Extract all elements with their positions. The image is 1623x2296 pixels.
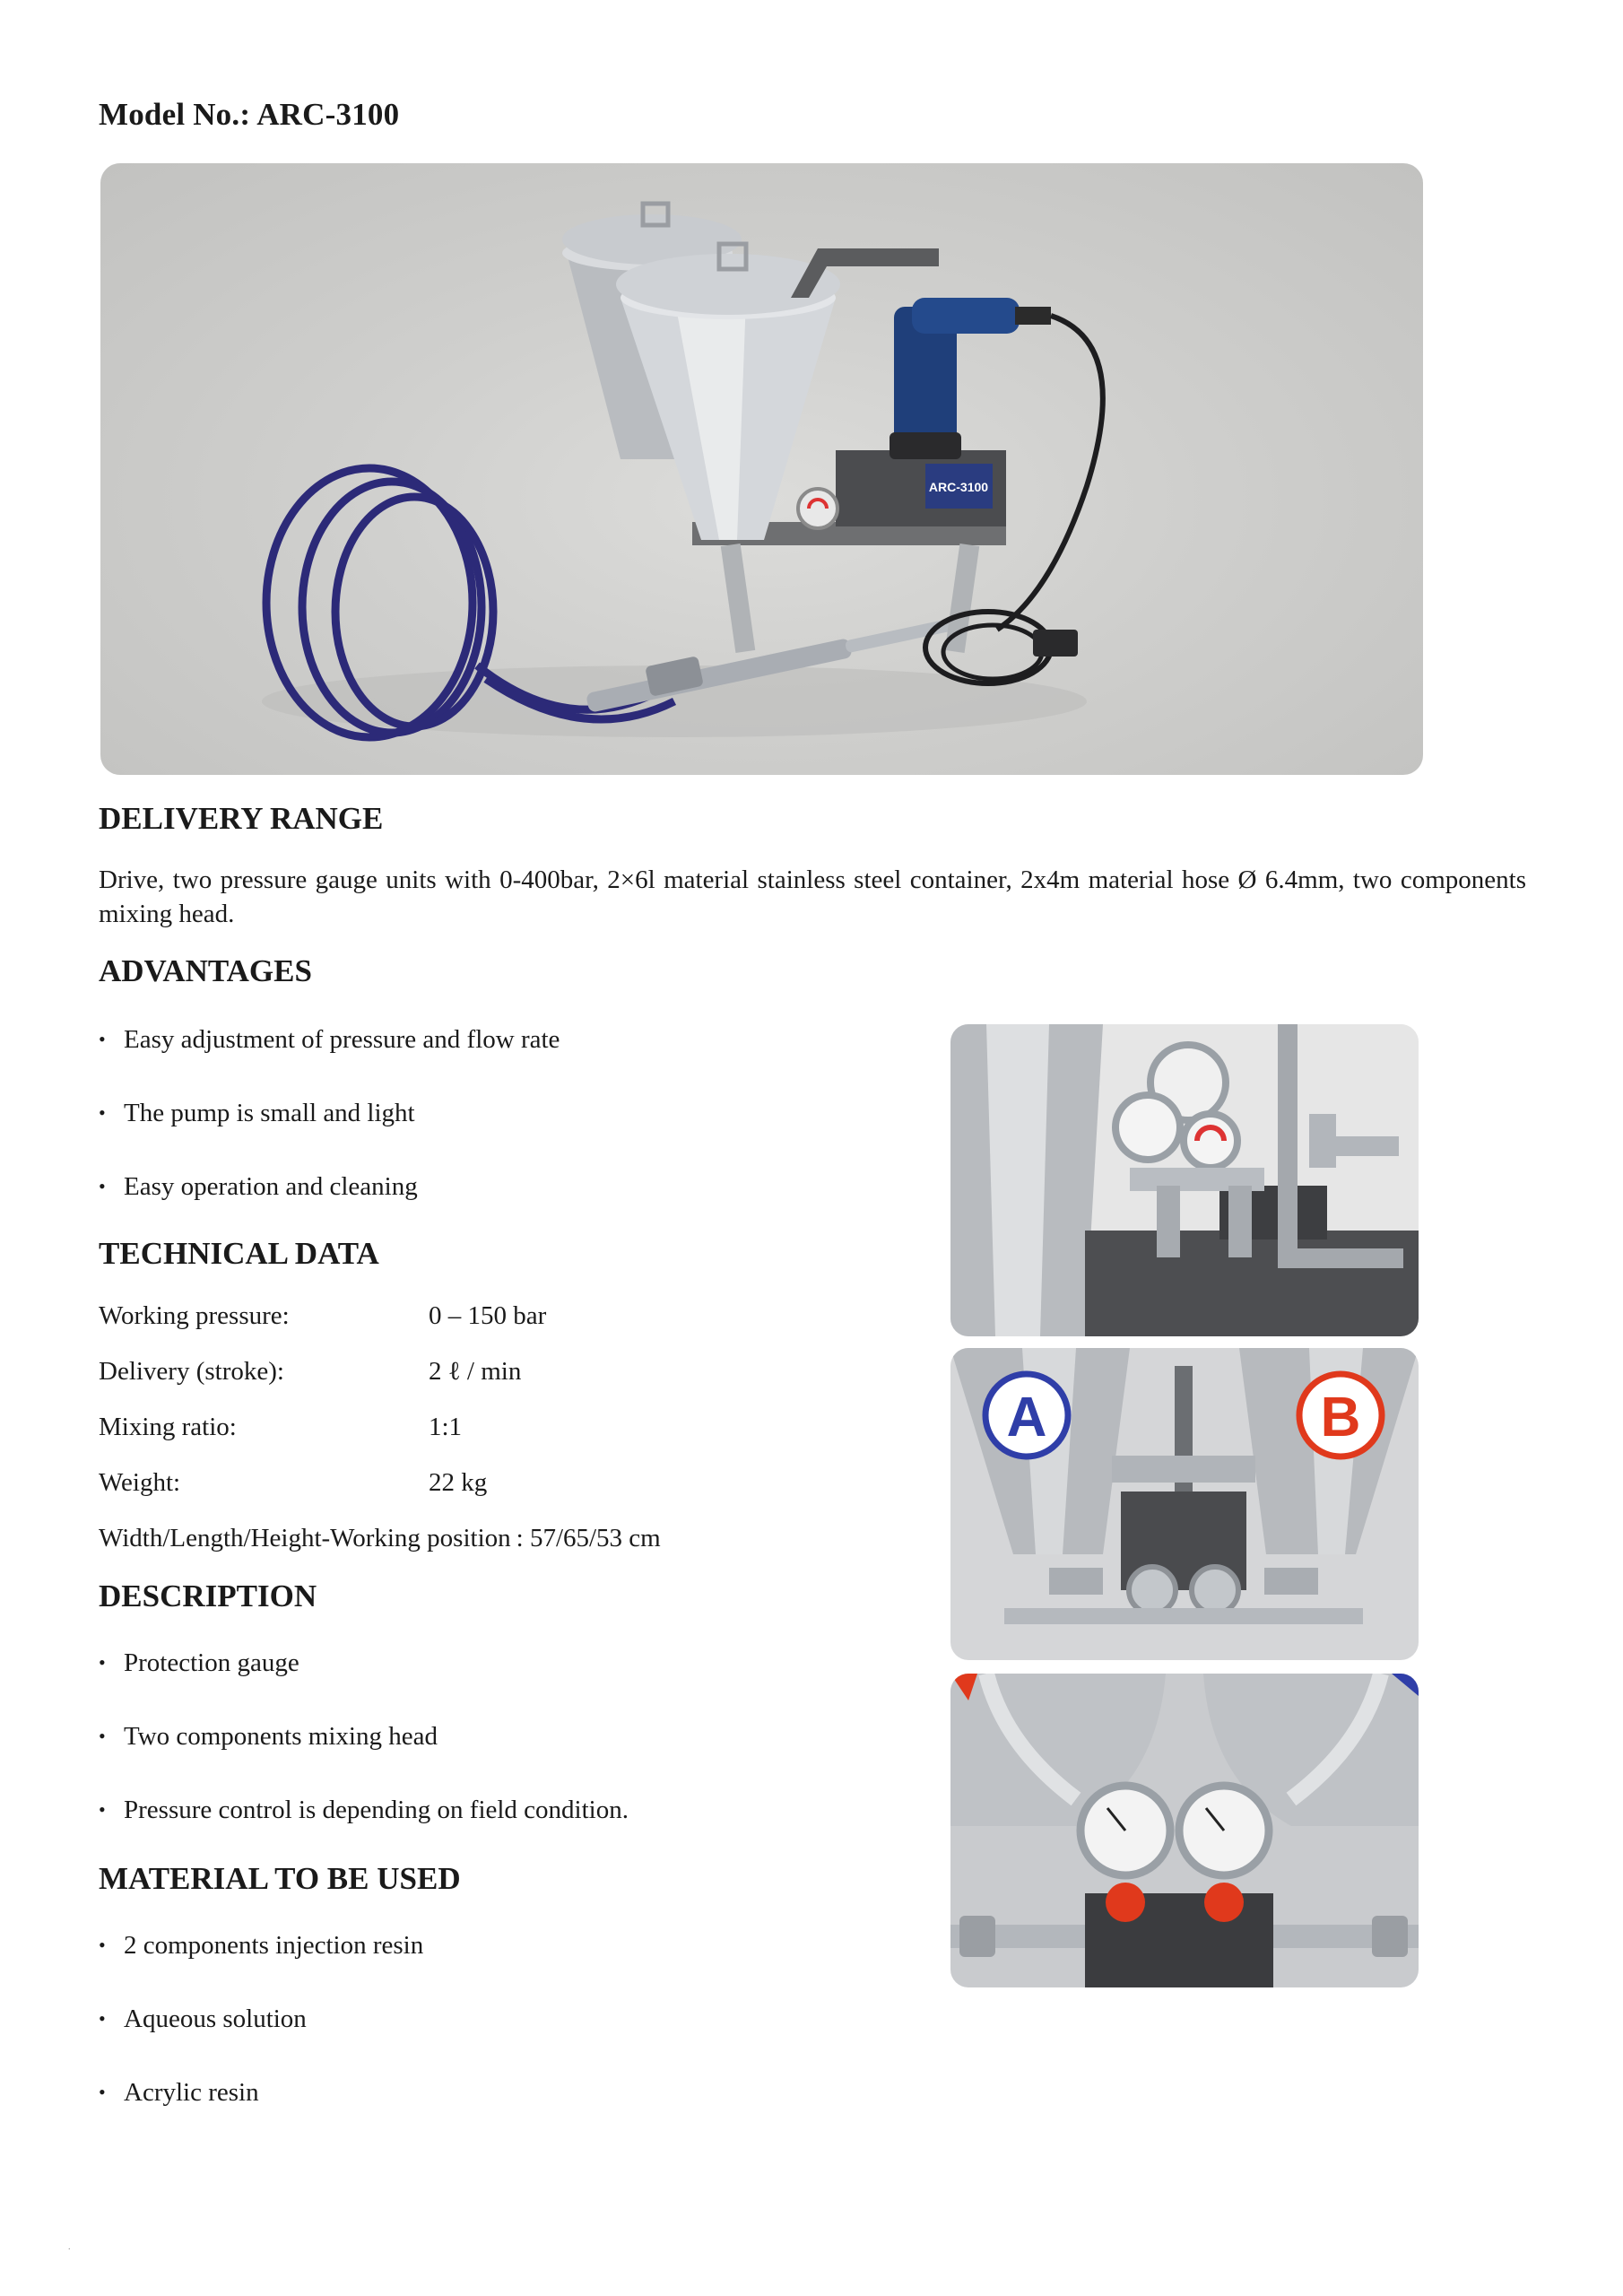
list-item: • Two components mixing head <box>99 1719 438 1753</box>
bullet-icon: • <box>99 2081 106 2103</box>
bullet-icon: • <box>99 1175 106 1197</box>
product-hero-image <box>100 163 1423 775</box>
delivery-range-heading: DELIVERY RANGE <box>99 801 384 836</box>
detail-photo-gauges <box>950 1024 1419 1336</box>
tank-a-letter: A <box>1006 1387 1047 1448</box>
bullet-icon: • <box>99 1725 106 1747</box>
machine-label: ARC-3100 <box>928 480 989 494</box>
list-item: • Easy adjustment of pressure and flow rate <box>99 1022 560 1057</box>
page-marker: . <box>68 2242 71 2252</box>
list-item: • Protection gauge <box>99 1646 299 1680</box>
model-title: Model No.: ARC-3100 <box>99 97 400 132</box>
list-item: • 2 components injection resin <box>99 1928 423 1962</box>
tank-b-letter: B <box>1320 1387 1361 1448</box>
bullet-icon: • <box>99 2007 106 2030</box>
list-item: • Easy operation and cleaning <box>99 1170 418 1204</box>
material-heading: MATERIAL TO BE USED <box>99 1861 461 1896</box>
list-item: • The pump is small and light <box>99 1096 415 1130</box>
bullet-icon: • <box>99 1651 106 1674</box>
bullet-icon: • <box>99 1101 106 1124</box>
list-item: • Acrylic resin <box>99 2075 259 2109</box>
bullet-icon: • <box>99 1798 106 1821</box>
list-item: • Pressure control is depending on field condition. <box>99 1793 629 1827</box>
bullet-icon: • <box>99 1028 106 1050</box>
advantages-heading: ADVANTAGES <box>99 953 312 988</box>
detail-photo-pressure-gauges <box>950 1674 1419 1987</box>
tech-row-dimensions: Width/Length/Height-Working position : 57/65/53 cm <box>99 1524 661 1552</box>
detail-photo-tanks-ab <box>950 1348 1419 1660</box>
delivery-range-text: Drive, two pressure gauge units with 0-400bar, 2×6l material stainless steel container, 2x4m material hose Ø 6.4mm, two components mixing head. <box>99 865 1526 928</box>
technical-data-heading: TECHNICAL DATA <box>99 1236 379 1271</box>
list-item: • Aqueous solution <box>99 2002 307 2036</box>
description-heading: DESCRIPTION <box>99 1578 317 1613</box>
bullet-icon: • <box>99 1934 106 1956</box>
